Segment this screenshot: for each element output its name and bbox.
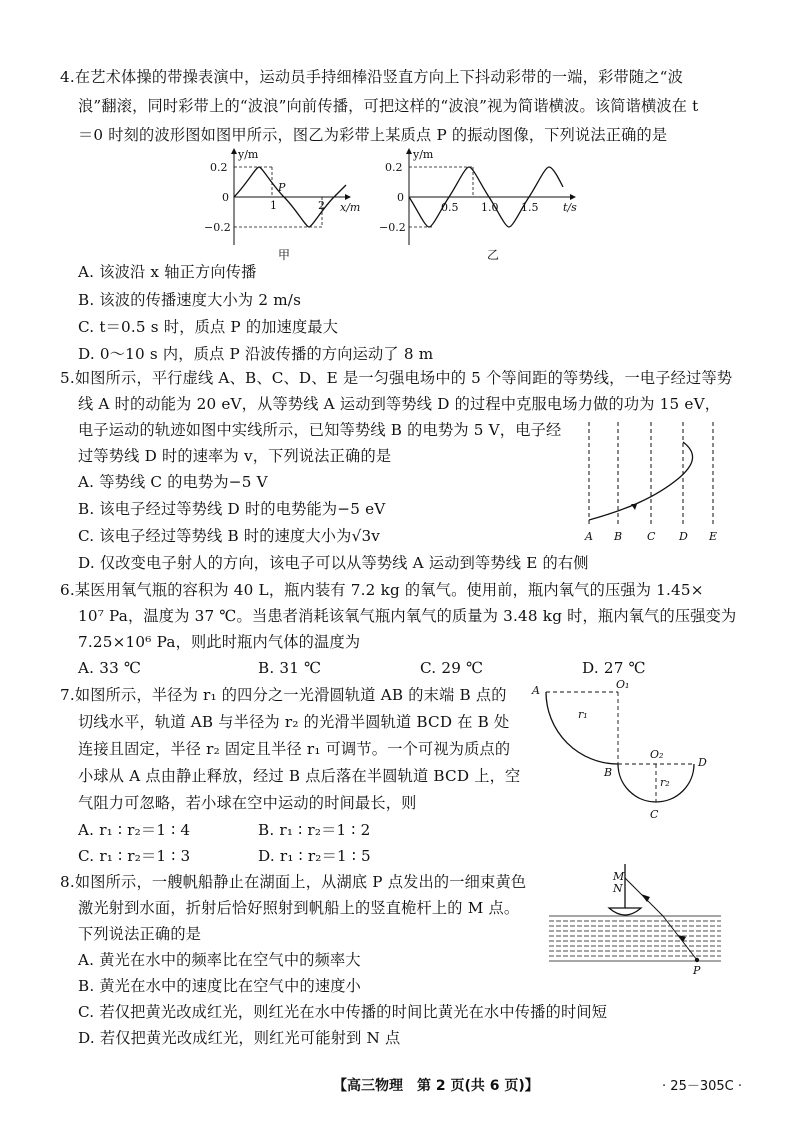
q4-option-a: A. 该波沿 x 轴正方向传播 xyxy=(78,263,257,281)
page-footer xyxy=(0,1075,794,1095)
q5-stem-line3: 电子运动的轨迹如图中实线所示，已知等势线 B 的电势为 5 V，电子经 xyxy=(78,421,562,439)
q7-option-b: B. r₁ ∶ r₂＝1 ∶ 2 xyxy=(258,821,371,839)
q4-figB-ytop: 0.2 xyxy=(385,161,403,174)
q5-fig-label-b: B xyxy=(614,530,623,543)
q8-figure-sailboat xyxy=(545,860,725,980)
footer-code: · 25－305C · xyxy=(662,1079,742,1094)
q6-option-a: A. 33 ℃ xyxy=(78,659,142,677)
q4-figA-xlabel: x/m xyxy=(340,201,361,214)
q4-figB-xlabel: t/s xyxy=(563,201,577,214)
q7-stem-line4: 小球从 A 点由静止释放，经过 B 点后落在半圆轨道 BCD 上，空 xyxy=(78,767,521,785)
q5-stem-line1: 5.如图所示，平行虚线 A、B、C、D、E 是一匀强电场中的 5 个等间距的等势线，一电子经过等势 xyxy=(60,369,733,387)
q7-option-c: C. r₁ ∶ r₂＝1 ∶ 3 xyxy=(78,847,191,865)
q7-fig-label-r1: r₁ xyxy=(578,708,588,721)
q7-fig-label-o1: O₁ xyxy=(616,678,630,691)
q4-stem-line1: 4.在艺术体操的带操表演中，运动员手持细棒沿竖直方向上下抖动彩带的一端，彩带随之“波 xyxy=(60,68,683,86)
q4-figA-point-p: P xyxy=(278,181,286,194)
q4-figB-ylabel: y/m xyxy=(413,148,434,161)
q6-stem-line1: 6.某医用氧气瓶的容积为 40 L，瓶内装有 7.2 kg 的氧气。使用前，瓶内氧气的压强为 1.45× xyxy=(60,581,704,599)
q8-stem-line1: 8.如图所示，一艘帆船静止在湖面上，从湖底 P 点发出的一细束黄色 xyxy=(60,873,527,891)
q7-option-a: A. r₁ ∶ r₂＝1 ∶ 4 xyxy=(78,821,191,839)
q4-figure-wave xyxy=(200,145,370,265)
q7-option-d: D. r₁ ∶ r₂＝1 ∶ 5 xyxy=(258,847,371,865)
q7-fig-label-r2: r₂ xyxy=(660,776,670,789)
q7-fig-label-a: A xyxy=(532,684,540,697)
q4-option-b: B. 该波的传播速度大小为 2 m/s xyxy=(78,291,302,309)
q4-figA-yzero: 0 xyxy=(222,191,229,204)
q5-option-d: D. 仅改变电子射人的方向，该电子可以从等势线 A 运动到等势线 E 的右侧 xyxy=(78,554,589,572)
footer-page-info: 【高三物理 第 2 页(共 6 页)】 xyxy=(333,1078,539,1094)
q5-stem-line2: 线 A 时的动能为 20 eV，从等势线 A 运动到等势线 D 的过程中克服电场力做的功为 15 eV， xyxy=(78,395,721,413)
q7-stem-line2: 切线水平，轨道 AB 与半径为 r₂ 的光滑半圆轨道 BCD 在 B 处 xyxy=(78,713,510,731)
q7-fig-label-b: B xyxy=(604,766,613,779)
q6-option-c: C. 29 ℃ xyxy=(420,659,484,677)
q4-figA-ylabel: y/m xyxy=(238,148,259,161)
q8-option-a: A. 黄光在水中的频率比在空气中的频率大 xyxy=(78,951,361,969)
q8-stem-line3: 下列说法正确的是 xyxy=(78,925,202,943)
q5-figure-field xyxy=(575,418,725,546)
q7-fig-label-d: D xyxy=(698,756,707,769)
q6-stem-line3: 7.25×10⁶ Pa，则此时瓶内气体的温度为 xyxy=(78,633,361,651)
q4-figB-tick1: 0.5 xyxy=(441,201,459,214)
q8-option-c: C. 若仅把黄光改成红光，则红光在水中传播的时间比黄光在水中传播的时间短 xyxy=(78,1003,608,1021)
q5-option-b: B. 该电子经过等势线 D 时的电势能为−5 eV xyxy=(78,500,386,518)
q7-stem-line1: 7.如图所示，半径为 r₁ 的四分之一光滑圆轨道 AB 的末端 B 点的 xyxy=(60,686,507,704)
q8-option-d: D. 若仅把黄光改成红光，则红光可能射到 N 点 xyxy=(78,1029,401,1047)
q4-figB-tick2: 1.0 xyxy=(481,201,499,214)
q4-stem-line3: ＝0 时刻的波形图如图甲所示，图乙为彩带上某质点 P 的振动图像，下列说法正确的是 xyxy=(78,126,668,144)
q8-option-b: B. 黄光在水中的速度比在空气中的速度小 xyxy=(78,977,362,995)
q4-figA-caption: 甲 xyxy=(278,248,291,262)
q7-stem-line3: 连接且固定，半径 r₂ 固定且半径 r₁ 可调节。一个可视为质点的 xyxy=(78,740,511,758)
q4-figure-vibration xyxy=(375,145,585,265)
q4-figA-tick2: 2 xyxy=(318,199,325,212)
q8-stem-line2: 激光射到水面，折射后恰好照射到帆船上的竖直桅杆上的 M 点。 xyxy=(78,899,520,917)
q6-option-d: D. 27 ℃ xyxy=(582,659,646,677)
q7-fig-label-o2: O₂ xyxy=(650,748,664,761)
q8-fig-label-m: M xyxy=(613,870,625,883)
q6-option-b: B. 31 ℃ xyxy=(258,659,322,677)
q5-fig-label-c: C xyxy=(647,530,656,543)
q5-fig-label-e: E xyxy=(709,530,718,543)
q4-figA-ybot: −0.2 xyxy=(204,221,231,234)
q4-option-d: D. 0～10 s 内，质点 P 沿波传播的方向运动了 8 m xyxy=(78,345,434,363)
q5-stem-line4: 过等势线 D 时的速率为 v，下列说法正确的是 xyxy=(78,447,392,465)
q8-fig-label-p: P xyxy=(693,964,701,977)
q4-option-c: C. t＝0.5 s 时，质点 P 的加速度最大 xyxy=(78,318,339,336)
q8-fig-label-n: N xyxy=(613,882,623,895)
q5-option-c: C. 该电子经过等势线 B 时的速度大小为√3v xyxy=(78,527,381,545)
q4-figA-tick1: 1 xyxy=(270,199,277,212)
q5-option-a: A. 等势线 C 的电势为−5 V xyxy=(78,473,268,491)
q4-figB-tick3: 1.5 xyxy=(521,201,539,214)
q4-figB-ybot: −0.2 xyxy=(379,221,406,234)
q7-fig-label-c: C xyxy=(650,808,659,821)
q6-stem-line2: 10⁷ Pa，温度为 37 ℃。当患者消耗该氧气瓶内氧气的质量为 3.48 kg 时，瓶内氧气的压强变为 xyxy=(78,607,737,625)
q7-figure-tracks xyxy=(528,678,728,828)
q5-fig-label-a: A xyxy=(585,530,593,543)
q4-figB-yzero: 0 xyxy=(397,191,404,204)
q4-figA-ytop: 0.2 xyxy=(210,161,228,174)
q7-stem-line5: 气阻力可忽略，若小球在空中运动的时间最长，则 xyxy=(78,794,417,812)
q4-figB-caption: 乙 xyxy=(487,248,500,262)
q4-stem-line2: 浪”翻滚，同时彩带上的“波浪”向前传播，可把这样的“波浪”视为简谐横波。该简谐横波在 t xyxy=(78,97,699,115)
q5-fig-label-d: D xyxy=(679,530,688,543)
